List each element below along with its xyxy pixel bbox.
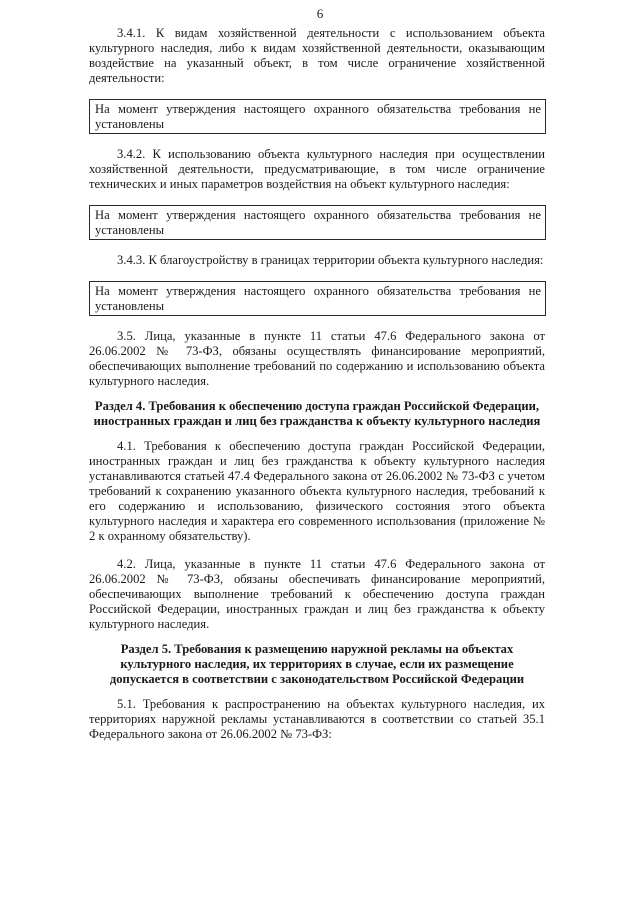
requirement-box-3: На момент утверждения настоящего охранного обязательства требования не установлены [89,281,546,316]
paragraph-3-4-2: 3.4.2. К использованию объекта культурного наследия при осуществлении хозяйственной деятельности, предусматривающие, в том числе ограничение технических и иных параметров воздействия на объект культурного наследия: [89,147,545,191]
document-body [89,26,545,742]
page-number: 6 [316,6,324,21]
paragraph-4-1: 4.1. Требования к обеспечению доступа граждан Российской Федерации, иностранных граждан и лиц без гражданства к объекту культурного наследия устанавливаются статьей 47.4 Федерального закона от 26.06.2002 № 73-ФЗ с учетом требований к сохранению указанного объекта культурного наследия, требований к его содержанию и использованию, физического состояния этого объекта культурного наследия и характера его современного использования (приложение № 2 к охранному обязательству). [89,439,545,543]
section-4-heading: Раздел 4. Требования к обеспечению доступа граждан Российской Федерации, иностранных граждан и лиц без гражданства к объекту культурного наследия [93,399,541,428]
paragraph-3-5: 3.5. Лица, указанные в пункте 11 статьи 47.6 Федерального закона от 26.06.2002 № 73-ФЗ, обязаны осуществлять финансирование мероприятий, обеспечивающих выполнение требований по содержанию и использованию объекта культурного наследия. [89,329,545,388]
paragraph-3-4-1: 3.4.1. К видам хозяйственной деятельности с использованием объекта культурного наследия, либо к видам хозяйственной деятельности, оказывающим воздействие на указанный объект, в том числе ограничение хозяйственной деятельности: [89,26,545,85]
paragraph-5-1: 5.1. Требования к распространению на объектах культурного наследия, их территориях наружной рекламы устанавливаются в соответствии со статьей 35.1 Федерального закона от 26.06.2002 № 73-ФЗ: [89,697,545,741]
requirement-box-1: На момент утверждения настоящего охранного обязательства требования не установлены [89,99,546,134]
requirement-box-2: На момент утверждения настоящего охранного обязательства требования не установлены [89,205,546,240]
section-5-heading: Раздел 5. Требования к размещению наружной рекламы на объектах культурного наследия, их территориях в случае, если их размещение допускается в соответствии с законодательством Российской Федерации [109,642,525,686]
paragraph-3-4-3: 3.4.3. К благоустройству в границах территории объекта культурного наследия: [117,253,544,267]
paragraph-4-2: 4.2. Лица, указанные в пункте 11 статьи 47.6 Федерального закона от 26.06.2002 № 73-ФЗ, обязаны обеспечивать финансирование мероприятий, обеспечивающих выполнение требований к обеспечению доступа граждан Российской Федерации, иностранных граждан и лиц без гражданства к объекту культурного наследия. [89,557,545,631]
